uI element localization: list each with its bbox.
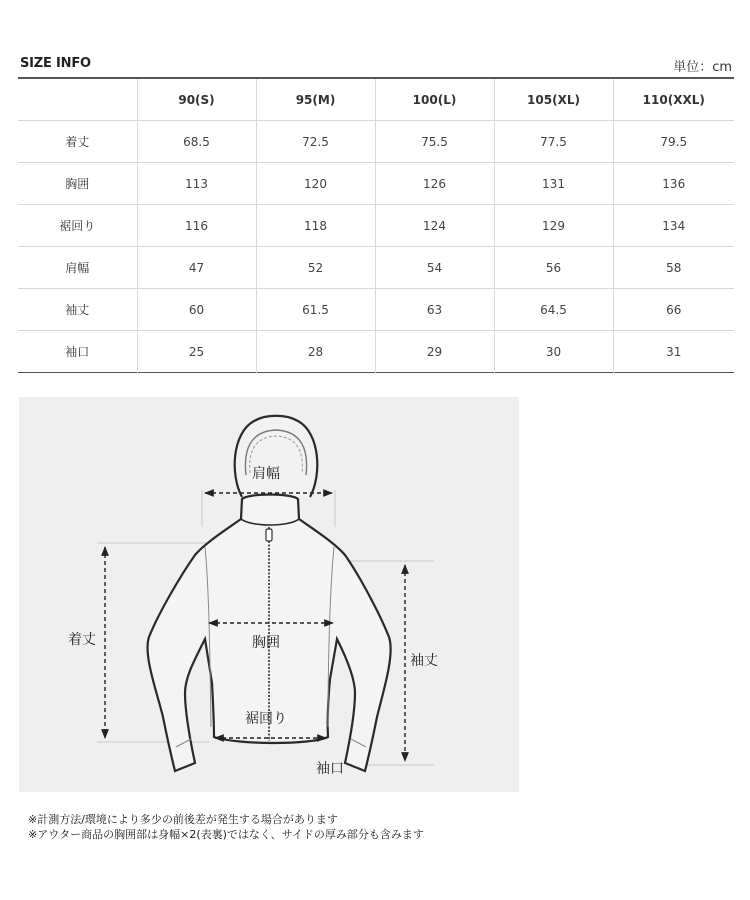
chest-label: 胸囲 (252, 635, 280, 651)
table-cell: 64.5 (494, 289, 613, 331)
measurement-diagram (19, 397, 519, 792)
row-label: 胸囲 (18, 163, 137, 205)
row-label: 袖丈 (18, 289, 137, 331)
table-cell: 25 (137, 331, 256, 373)
footnotes (28, 812, 424, 842)
table-row (18, 121, 734, 163)
table-cell: 126 (375, 163, 494, 205)
table-cell: 120 (256, 163, 375, 205)
table-cell: 118 (256, 205, 375, 247)
table-cell: 134 (613, 205, 734, 247)
table-row (18, 331, 734, 373)
table-cell: 54 (375, 247, 494, 289)
hood-outline (235, 416, 318, 497)
table-cell: 124 (375, 205, 494, 247)
column-header (18, 78, 137, 121)
table-cell: 29 (375, 331, 494, 373)
table-cell: 136 (613, 163, 734, 205)
table-cell: 66 (613, 289, 734, 331)
table-cell: 116 (137, 205, 256, 247)
table-row (18, 289, 734, 331)
table-cell: 79.5 (613, 121, 734, 163)
row-label: 着丈 (18, 121, 137, 163)
column-header: 100(L) (375, 78, 494, 121)
jacket-illustration (19, 397, 519, 792)
table-row (18, 247, 734, 289)
column-header: 95(M) (256, 78, 375, 121)
zipper-pull (266, 529, 272, 541)
table-cell: 129 (494, 205, 613, 247)
table-header-row (18, 78, 734, 121)
table-cell: 58 (613, 247, 734, 289)
unit-label: 単位：cm (673, 60, 732, 75)
size-table (18, 77, 734, 373)
length-label: 着丈 (68, 632, 96, 648)
footnote: ※アウター商品の胸囲部は身幅×2(表裏)ではなく、サイドの厚み部分も含みます (28, 828, 424, 841)
table-row (18, 205, 734, 247)
table-cell: 47 (137, 247, 256, 289)
footnote: ※計測方法/環境により多少の前後差が発生する場合があります (28, 813, 338, 826)
table-cell: 56 (494, 247, 613, 289)
column-header: 90(S) (137, 78, 256, 121)
sleeve-length-label: 袖丈 (410, 653, 438, 669)
table-cell: 52 (256, 247, 375, 289)
table-cell: 68.5 (137, 121, 256, 163)
table-cell: 30 (494, 331, 613, 373)
table-cell: 77.5 (494, 121, 613, 163)
table-cell: 113 (137, 163, 256, 205)
section-title: SIZE INFO (20, 56, 91, 71)
column-header: 110(XXL) (613, 78, 734, 121)
table-cell: 60 (137, 289, 256, 331)
size-info-header (20, 56, 732, 76)
table-cell: 61.5 (256, 289, 375, 331)
table-cell: 131 (494, 163, 613, 205)
table-cell: 75.5 (375, 121, 494, 163)
cuff-label: 袖口 (316, 761, 344, 777)
table-cell: 72.5 (256, 121, 375, 163)
shoulder-width-label: 肩幅 (252, 466, 280, 482)
table-cell: 63 (375, 289, 494, 331)
table-cell: 31 (666, 344, 682, 359)
row-label: 肩幅 (18, 247, 137, 289)
column-header: 105(XL) (494, 78, 613, 121)
hem-label: 裾回り (245, 711, 287, 727)
row-label: 裾回り (18, 205, 137, 247)
table-cell: 28 (256, 331, 375, 373)
row-label: 袖口 (18, 331, 137, 373)
table-row (18, 163, 734, 205)
